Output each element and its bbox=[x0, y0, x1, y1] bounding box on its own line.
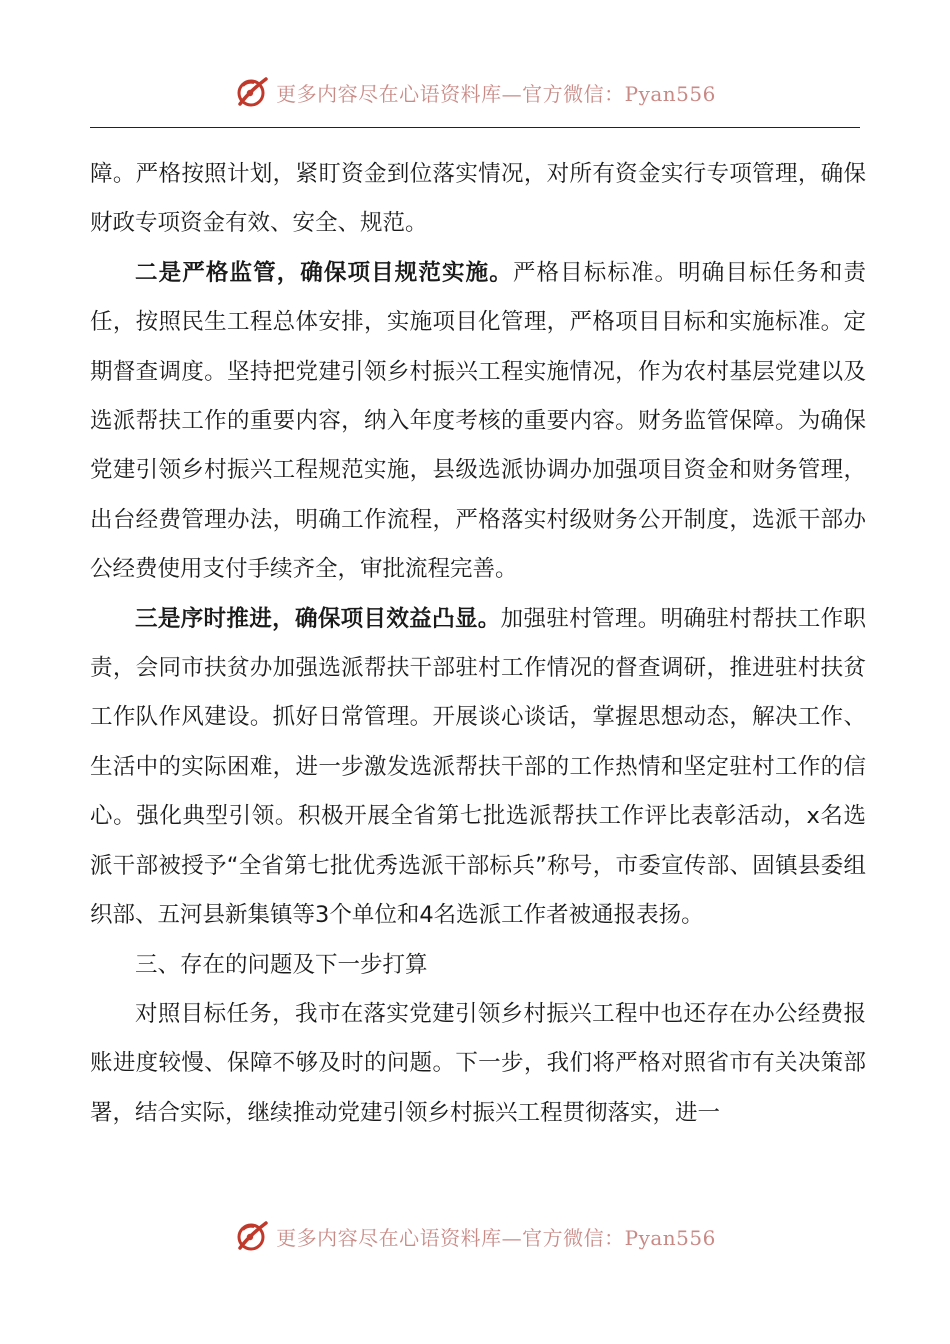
brush-logo-icon bbox=[234, 74, 270, 110]
brush-logo-icon bbox=[234, 1218, 270, 1254]
paragraph-lead: 三是序时推进，确保项目效益凸显。 bbox=[135, 605, 501, 632]
paragraph-lead: 二是严格监管，确保项目规范实施。 bbox=[135, 259, 513, 286]
paragraph-text: 严格目标标准。明确目标任务和责任，按照民生工程总体安排，实施项目化管理，严格项目目标和实施标准。定期督查调度。坚持把党建引领乡村振兴工程实施情况，作为农村基层党建以及选派帮扶工作的重要内容，纳入年度考核的重要内容。财务监管保障。为确保党建引领乡村振兴工程规范实施，县级选派协调办加强项目资金和财务管理，出台经费管理办法，明确工作流程，严格落实村级财务公开制度，选派干部办公经费使用支付手续齐全，审批流程完善。 bbox=[90, 259, 866, 583]
header-divider bbox=[90, 127, 860, 128]
footer-banner-text: 更多内容尽在心语资料库—官方微信：Pyan556 bbox=[276, 1225, 716, 1250]
paragraph-progress bbox=[90, 595, 866, 941]
paragraph-supervision bbox=[90, 249, 866, 595]
paragraph-text: 加强驻村管理。明确驻村帮扶工作职责，会同市扶贫办加强选派帮扶干部驻村工作情况的督查调研，推进驻村扶贫工作队作风建设。抓好日常管理。开展谈心谈话，掌握思想动态，解决工作、生活中的实际困难，进一步激发选派帮扶干部的工作热情和坚定驻村工作的信心。强化典型引领。积极开展全省第七批选派帮扶工作评比表彰活动，x名选派干部被授予“全省第七批优秀选派干部标兵”称号，市委宣传部、固镇县委组织部、五河县新集镇等3个单位和4名选派工作者被通报表扬。 bbox=[90, 605, 866, 929]
paragraph-continuation: 障。严格按照计划，紧盯资金到位落实情况，对所有资金实行专项管理，确保财政专项资金有效、安全、规范。 bbox=[90, 161, 866, 237]
footer-banner bbox=[0, 1216, 950, 1256]
section-heading: 三、存在的问题及下一步打算 bbox=[135, 951, 428, 978]
header-banner-text: 更多内容尽在心语资料库—官方微信：Pyan556 bbox=[276, 81, 716, 106]
header-banner bbox=[0, 72, 950, 112]
paragraph-problems: 对照目标任务，我市在落实党建引领乡村振兴工程中也还存在办公经费报账进度较慢、保障不够及时的问题。下一步，我们将严格对照省市有关决策部署，结合实际，继续推动党建引领乡村振兴工程贯彻落实，进一 bbox=[90, 1000, 866, 1126]
document-body bbox=[90, 150, 866, 1138]
